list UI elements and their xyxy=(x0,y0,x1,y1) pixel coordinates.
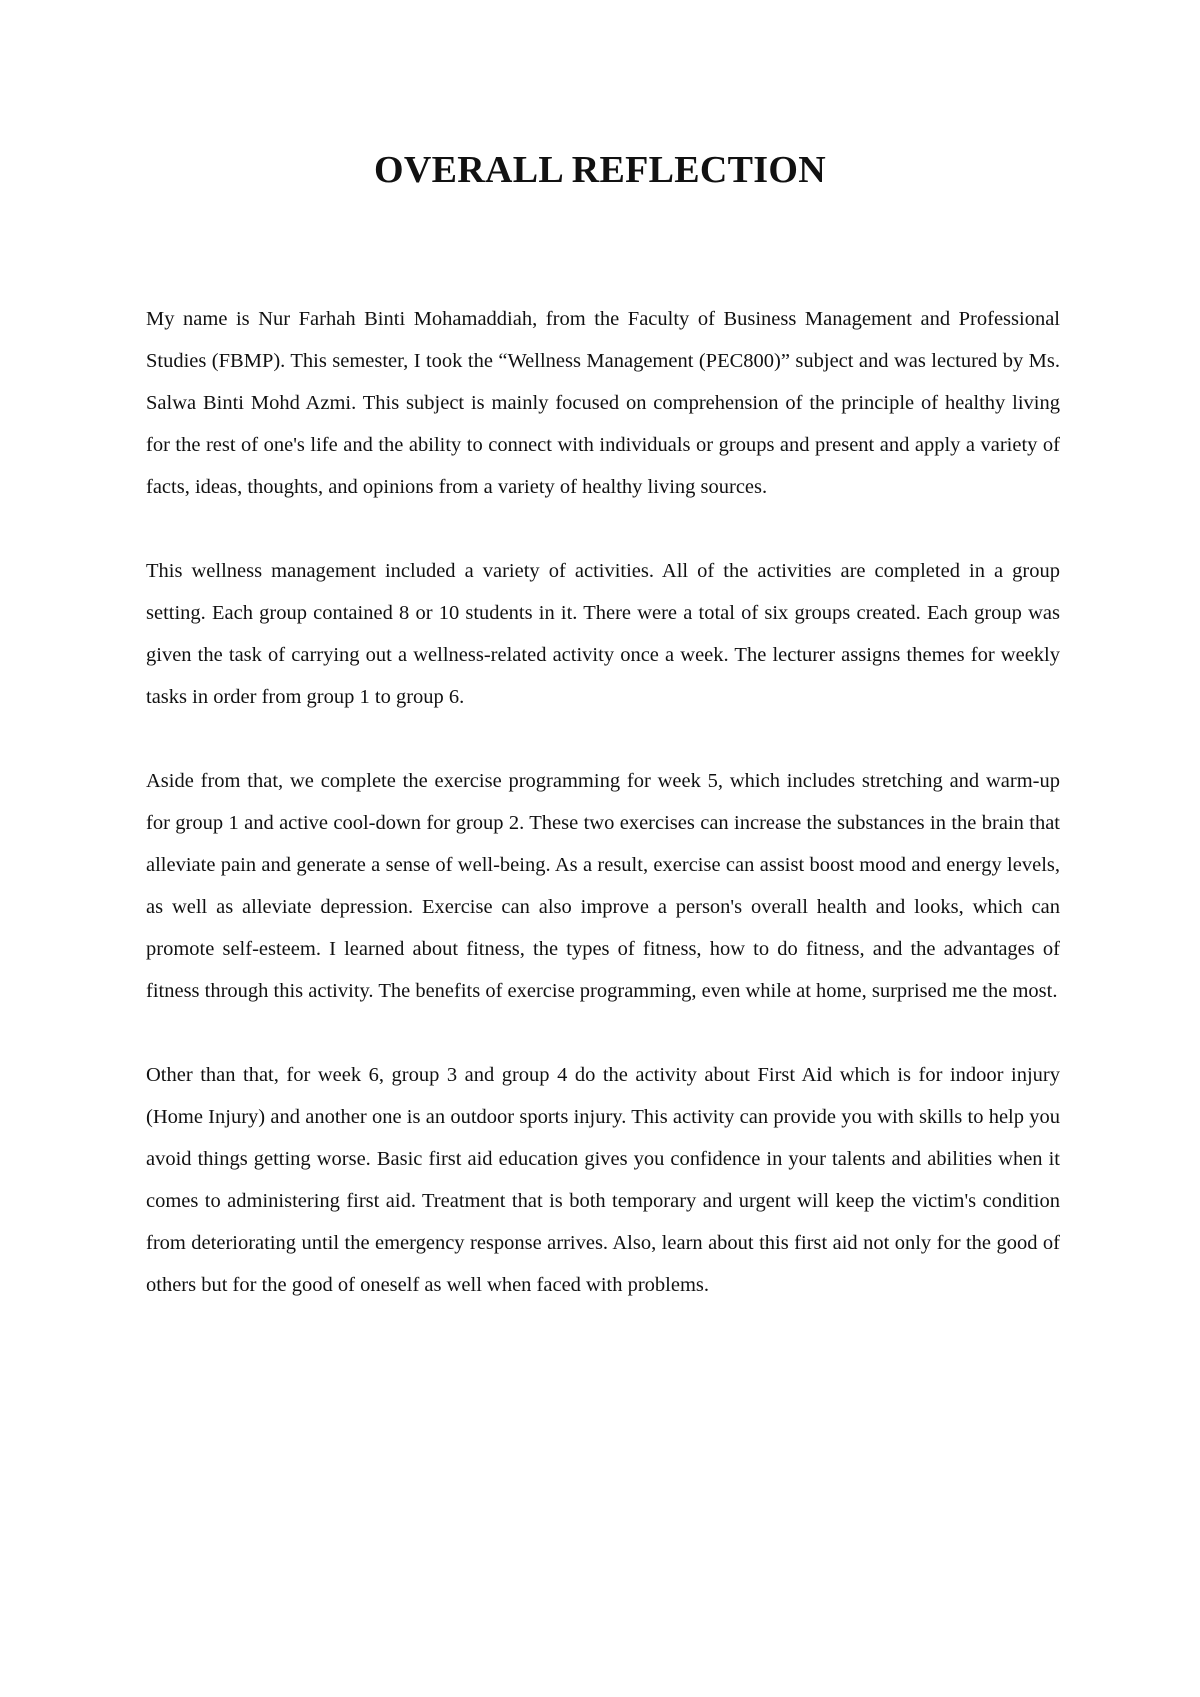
paragraph-first-aid: Other than that, for week 6, group 3 and group 4 do the activity about First Aid which is for indoor injury (Home Injury) and another one is an outdoor sports injury. This activity can provide you with skills to help you avoid things getting worse. Basic first aid education gives you confidence in your talents and abilities when it comes to administering first aid. Treatment that is both temporary and urgent will keep the victim's condition from deteriorating until the emergency response arrives. Also, learn about this first aid not only for the good of others but for the good of oneself as well when faced with problems. xyxy=(146,1064,1060,1296)
paragraph-exercise-programming: Aside from that, we complete the exercise programming for week 5, which includes stretching and warm-up for group 1 and active cool-down for group 2. These two exercises can increase the substances in the brain that alleviate pain and generate a sense of well-being. As a result, exercise can assist boost mood and energy levels, as well as alleviate depression. Exercise can also improve a person's overall health and looks, which can promote self-esteem. I learned about fitness, the types of fitness, how to do fitness, and the advantages of fitness through this activity. The benefits of exercise programming, even while at home, surprised me the most. xyxy=(146,770,1060,1002)
document-body xyxy=(146,298,1060,1348)
paragraph-introduction: My name is Nur Farhah Binti Mohamaddiah, from the Faculty of Business Management and Professional Studies (FBMP). This semester, I took the “Wellness Management (PEC800)” subject and was lectured by Ms. Salwa Binti Mohd Azmi. This subject is mainly focused on comprehension of the principle of healthy living for the rest of one's life and the ability to connect with individuals or groups and present and apply a variety of facts, ideas, thoughts, and opinions from a variety of healthy living sources. xyxy=(146,308,1060,498)
paragraph-activities: This wellness management included a variety of activities. All of the activities are completed in a group setting. Each group contained 8 or 10 students in it. There were a total of six groups created. Each group was given the task of carrying out a wellness-related activity once a week. The lecturer assigns themes for weekly tasks in order from group 1 to group 6. xyxy=(146,560,1060,708)
page-title: OVERALL REFLECTION xyxy=(374,149,826,191)
